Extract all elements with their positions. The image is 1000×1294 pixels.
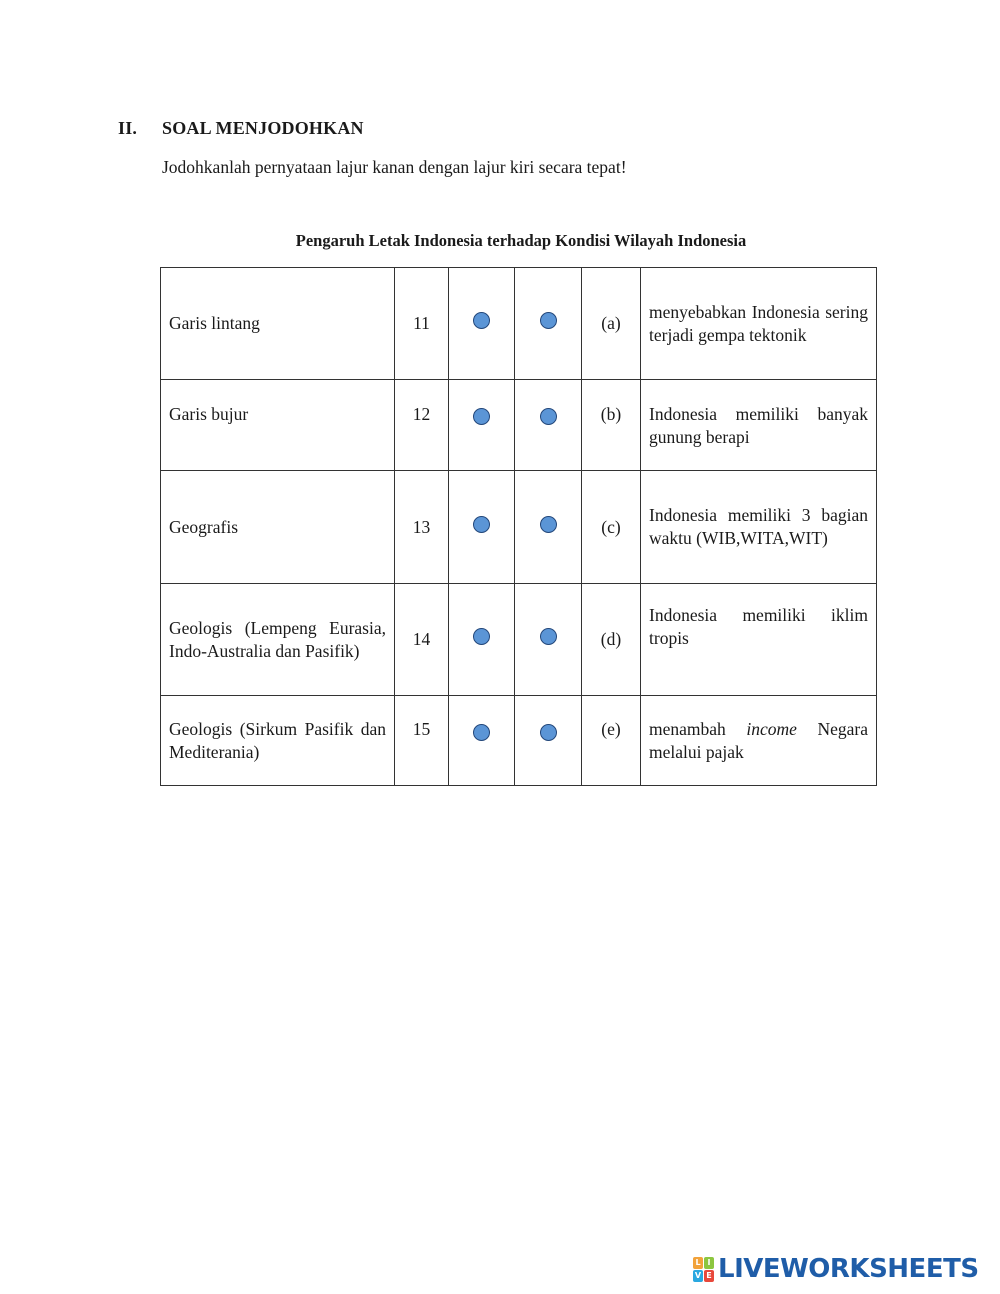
answer-letter: (c) xyxy=(582,471,641,584)
left-item: Geologis (Lempeng Eurasia, Indo-Australia dan Pasifik) xyxy=(161,584,395,696)
logo-mark-letter: I xyxy=(704,1257,714,1269)
answer-letter: (a) xyxy=(582,268,641,380)
left-connector-dot[interactable] xyxy=(473,516,490,533)
logo-mark-letter: V xyxy=(694,1270,702,1280)
left-connector-dot[interactable] xyxy=(473,312,490,329)
item-number: 15 xyxy=(395,696,449,786)
logo-mark-icon xyxy=(693,1257,714,1282)
right-statement: menyebabkan Indonesia sering terjadi gempa tektonik xyxy=(641,268,877,380)
left-connector-cell xyxy=(449,380,515,471)
answer-letter: (b) xyxy=(582,380,641,471)
right-statement: Indonesia memiliki banyak gunung berapi xyxy=(641,380,877,471)
table-row xyxy=(161,268,877,380)
table-row xyxy=(161,696,877,786)
right-connector-dot[interactable] xyxy=(540,628,557,645)
item-number: 11 xyxy=(395,268,449,380)
right-connector-cell xyxy=(515,268,582,380)
right-statement-pre: menambah xyxy=(649,719,747,739)
liveworksheets-logo xyxy=(693,1255,979,1283)
item-number: 13 xyxy=(395,471,449,584)
answer-letter: (e) xyxy=(582,696,641,786)
left-connector-cell xyxy=(449,696,515,786)
right-connector-dot[interactable] xyxy=(540,312,557,329)
logo-mark-letter: L xyxy=(693,1257,703,1269)
section-title: SOAL MENJODOHKAN xyxy=(162,118,364,138)
right-connector-cell xyxy=(515,380,582,471)
left-item: Garis lintang xyxy=(161,268,395,380)
left-connector-dot[interactable] xyxy=(473,628,490,645)
right-statement xyxy=(641,696,877,786)
right-connector-cell xyxy=(515,471,582,584)
right-statement-italic: income xyxy=(746,719,797,739)
answer-letter: (d) xyxy=(582,584,641,696)
instruction-text: Jodohkanlah pernyataan lajur kanan dengan lajur kiri secara tepat! xyxy=(162,157,627,177)
right-connector-dot[interactable] xyxy=(540,408,557,425)
left-connector-dot[interactable] xyxy=(473,408,490,425)
logo-mark-letter: E xyxy=(704,1270,714,1282)
table-row xyxy=(161,380,877,471)
item-number: 14 xyxy=(395,584,449,696)
matching-table xyxy=(160,267,877,786)
logo-text: LIVEWORKSHEETS xyxy=(718,1254,979,1284)
right-statement-post: Negara melalui pajak xyxy=(649,719,868,762)
left-item: Geologis (Sirkum Pasifik dan Mediterania) xyxy=(161,696,395,786)
right-connector-cell xyxy=(515,584,582,696)
table-row xyxy=(161,584,877,696)
right-statement: Indonesia memiliki iklim tropis xyxy=(641,584,877,696)
table-title: Pengaruh Letak Indonesia terhadap Kondisi Wilayah Indonesia xyxy=(295,231,747,250)
left-connector-cell xyxy=(449,584,515,696)
left-item: Geografis xyxy=(161,471,395,584)
left-connector-dot[interactable] xyxy=(473,724,490,741)
left-connector-cell xyxy=(449,471,515,584)
right-connector-cell xyxy=(515,696,582,786)
section-number: II. xyxy=(118,118,138,138)
right-statement: Indonesia memiliki 3 bagian waktu (WIB,WITA,WIT) xyxy=(641,471,877,584)
left-item: Garis bujur xyxy=(161,380,395,471)
right-connector-dot[interactable] xyxy=(540,724,557,741)
item-number: 12 xyxy=(395,380,449,471)
table-row xyxy=(161,471,877,584)
left-connector-cell xyxy=(449,268,515,380)
right-connector-dot[interactable] xyxy=(540,516,557,533)
section-heading xyxy=(118,118,364,139)
